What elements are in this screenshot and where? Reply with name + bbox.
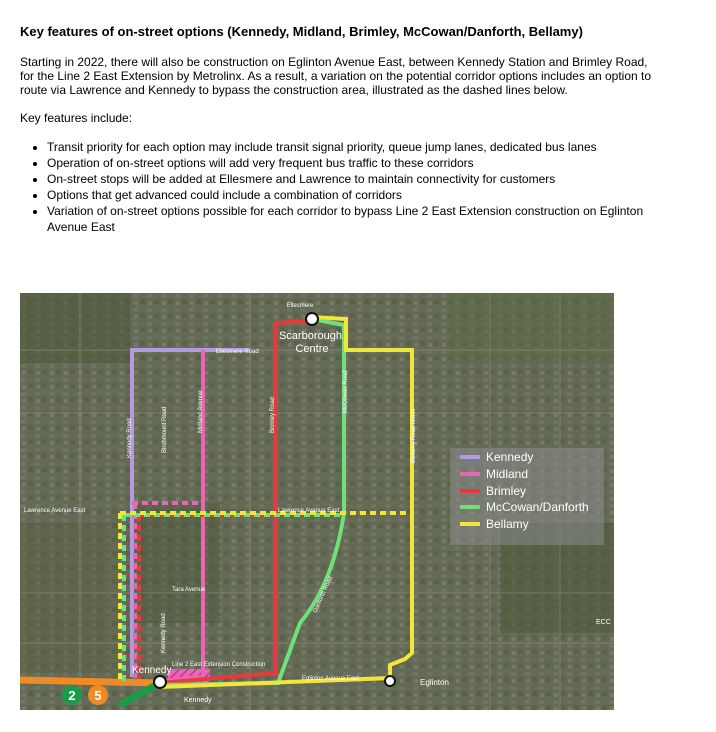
sheppard-area-label: Kennedy Road [161, 613, 167, 653]
features-lead: Key features include: [20, 111, 133, 125]
line5-number: 5 [94, 688, 102, 703]
ecc-symbol: ECC [596, 619, 611, 626]
danforth-road-label: Danforth Road [312, 575, 335, 614]
scarborough-centre-station [306, 313, 318, 325]
line5-track [20, 680, 160, 683]
scarborough-label-line2: Centre [295, 343, 329, 355]
brimley-road-label: Brimley Road [270, 396, 276, 433]
features-list [20, 139, 660, 235]
feature-item: • On-street stops will be added at Ellesmere and Lawrence to maintain connectivity for customers [47, 171, 660, 187]
eglinton-station [385, 676, 395, 686]
feature-item: • Variation of on-street options possible for each corridor to bypass Line 2 East Extension construction on Eglinton Avenue East [47, 203, 660, 235]
mccowan-road-label: McCowan Road [343, 370, 349, 413]
intro-paragraph: Starting in 2022, there will also be construction on Eglinton Avenue East, between Kennedy Station and Brimley Road, for the Line 2 East Extension by Metrolinx. As a result, a variation on the potential corridor options includes an option to route via Lawrence and Kennedy to bypass the construction area, illustrated as the dashed lines below. [20, 55, 652, 97]
lawrence-mid-label: Lawrence Avenue East [278, 508, 340, 514]
midland-avenue-label: Midland Avenue [198, 390, 204, 433]
kennedy-station [154, 676, 166, 688]
feature-item: • Options that get advanced could include a combination of corridors [47, 187, 660, 203]
page-heading: Key features of on-street options (Kennedy, Midland, Brimley, McCowan/Danforth, Bellamy) [20, 24, 583, 39]
feature-item: • Transit priority for each option may include transit signal priority, queue jump lanes, dedicated bus lanes [47, 139, 660, 155]
lawrence-west-label: Lawrence Avenue East [24, 508, 86, 514]
legend-label-kennedy: Kennedy [486, 450, 534, 464]
legend-label-midland: Midland [486, 467, 529, 481]
kennedy-bottom-label: Kennedy [184, 697, 212, 704]
construction-label: Line 2 East Extension Construction [172, 662, 266, 668]
kennedy-road-label: Kennedy Road [127, 418, 133, 458]
content [20, 14, 660, 235]
scarborough-label-line1: Scarborough [278, 330, 342, 342]
kennedy-left-label: Kennedy [132, 665, 172, 676]
corridor-map [20, 293, 614, 710]
eglinton-station-label: Eglinton [420, 678, 449, 687]
ellesmere-top-label: Ellesmere [286, 303, 314, 309]
line2-number: 2 [68, 688, 76, 703]
tara-avenue-label: Tara Avenue [172, 587, 206, 593]
legend-label-mccowan: McCowan/Danforth [486, 500, 589, 514]
legend-label-brimley: Brimley [486, 484, 527, 498]
feature-item: • Operation of on-street options will add very frequent bus traffic to these corridors [47, 155, 660, 171]
legend-label-bellamy: Bellamy [486, 517, 529, 531]
eglinton-avenue-label: Eglinton Avenue East [302, 676, 359, 682]
birchmount-label: Birchmount Road [162, 406, 168, 453]
bellamy-road-label: Bellamy Road North [411, 409, 417, 463]
ellesmere-road-label: Ellesmere Road [216, 349, 259, 355]
